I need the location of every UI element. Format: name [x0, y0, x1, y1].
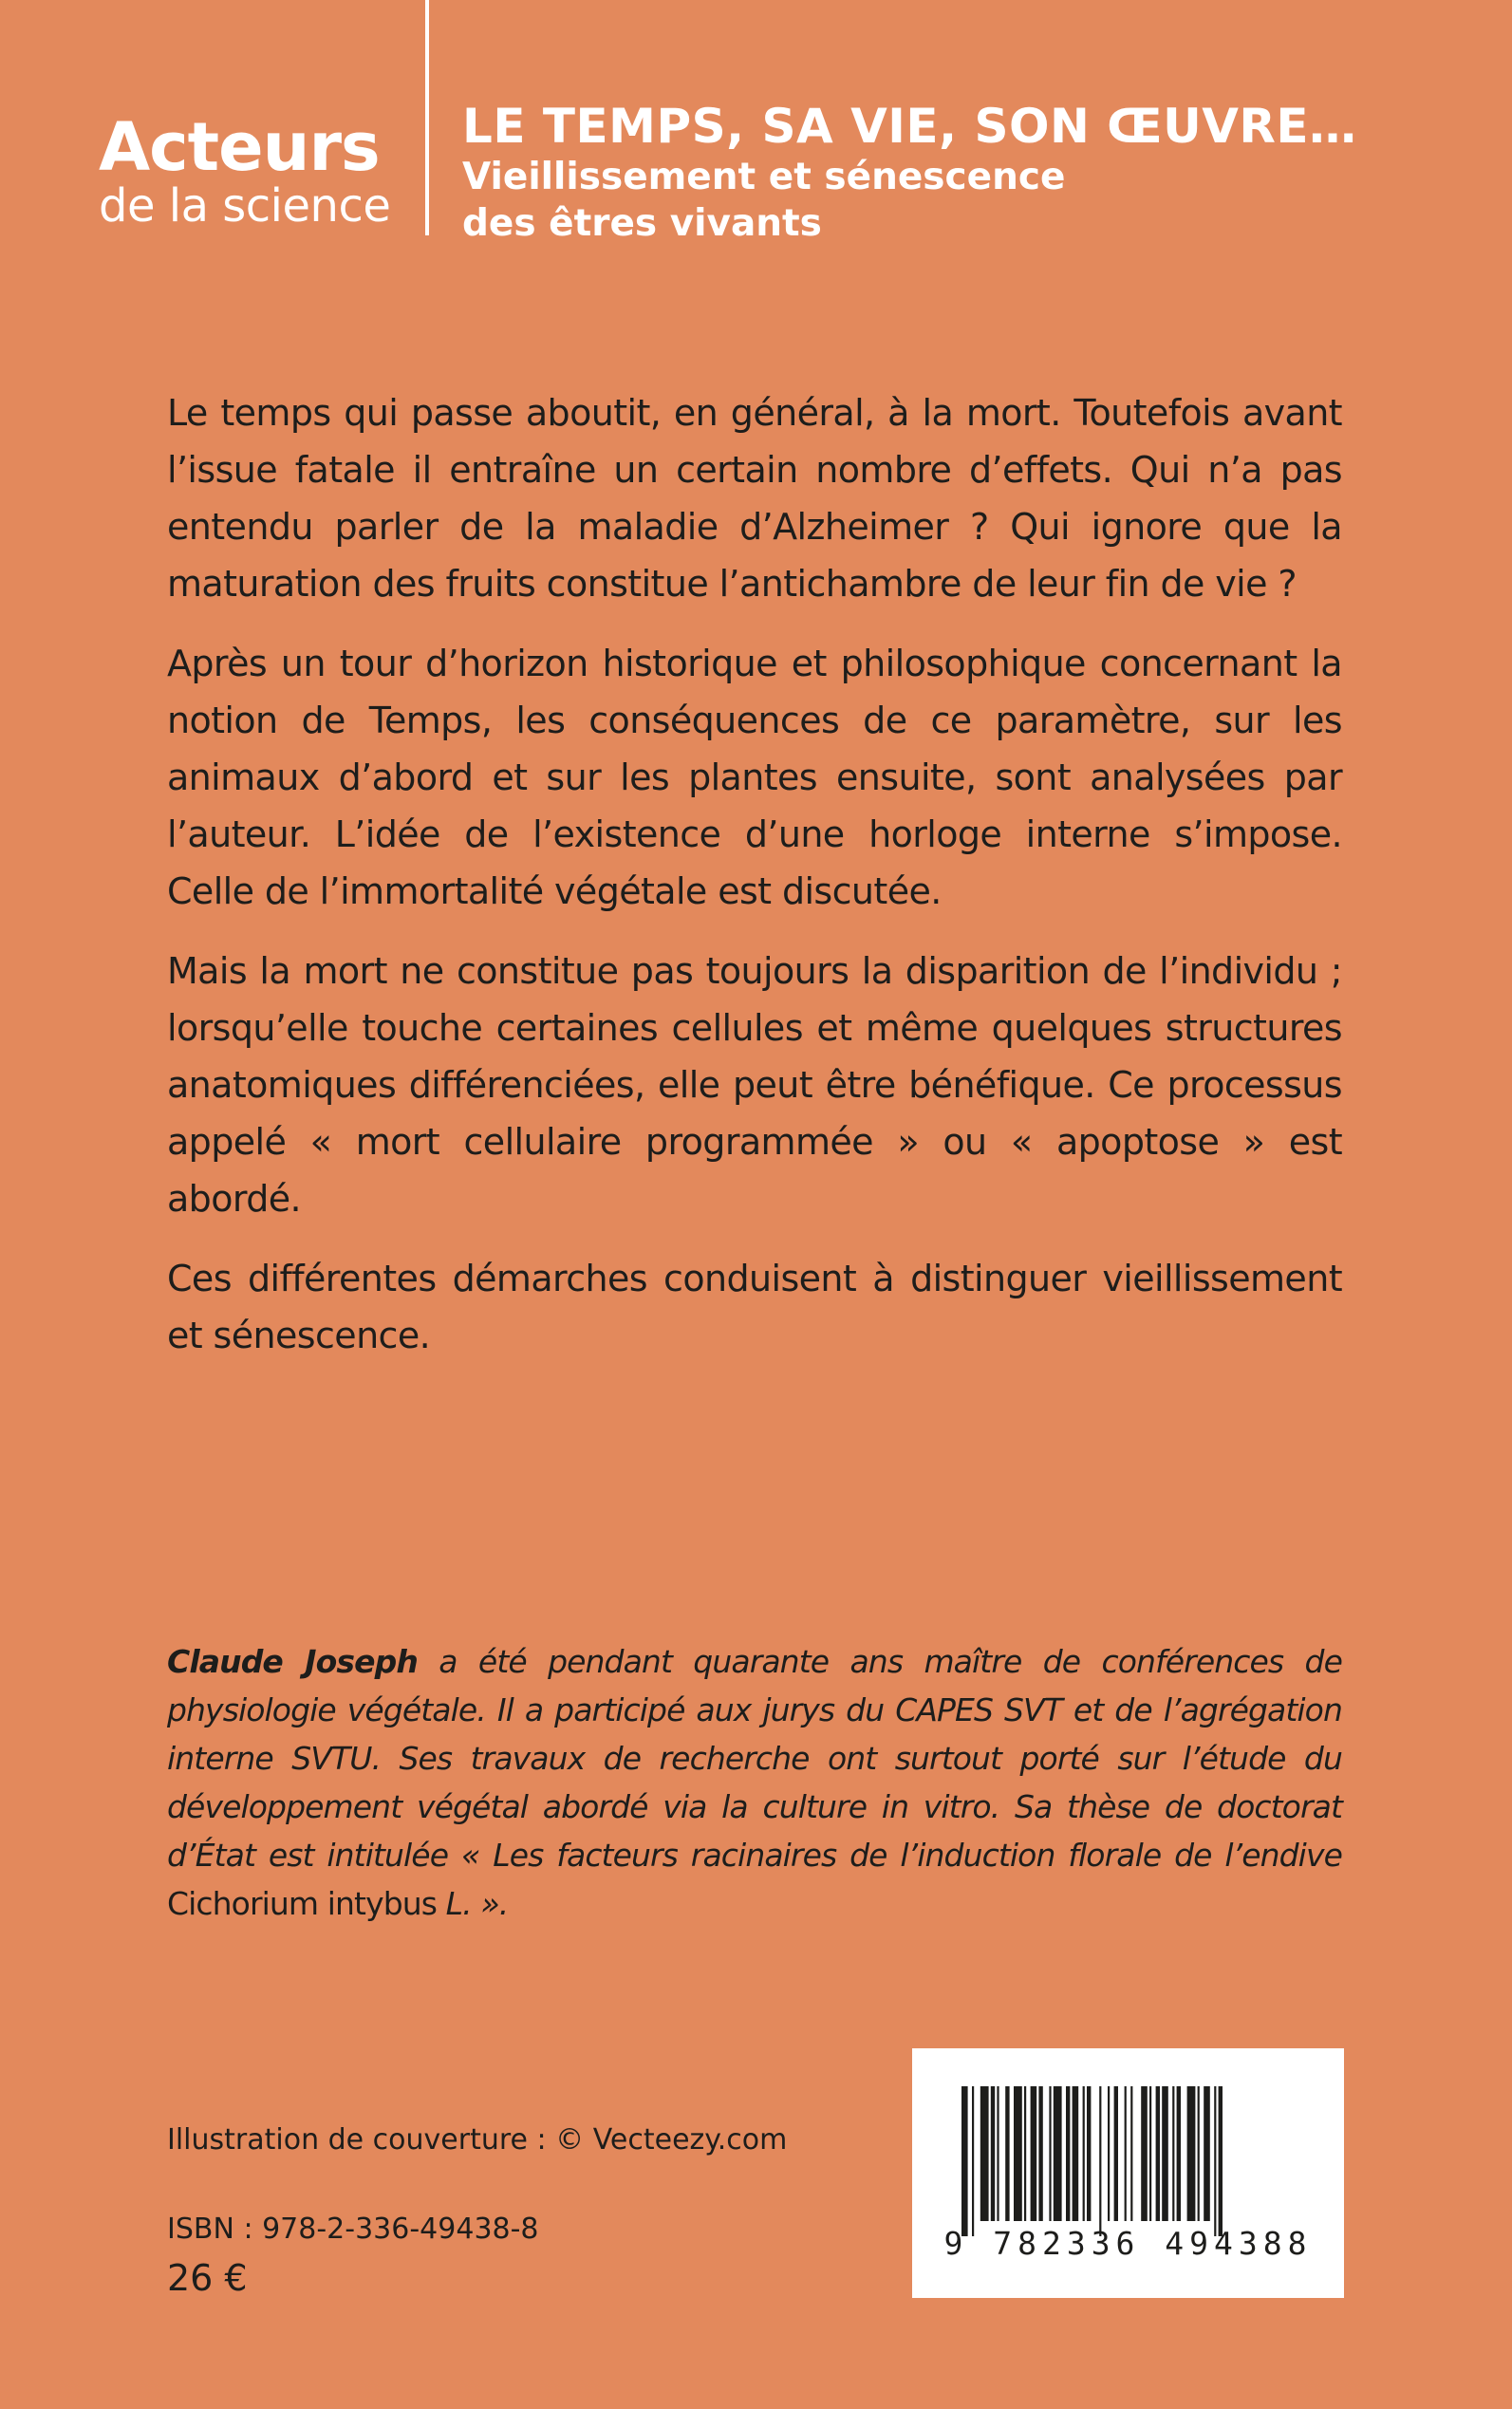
book-subtitle-line-2: des êtres vivants — [462, 202, 822, 245]
author-name: Claude Joseph — [167, 1643, 418, 1680]
price: 26 € — [167, 2257, 248, 2299]
barcode-bar — [1024, 2086, 1026, 2221]
barcode-bar — [1031, 2086, 1037, 2221]
barcode-bar — [1087, 2086, 1091, 2221]
summary-paragraph: Mais la mort ne constitue pas toujours la disparition de l’individu ; lorsqu’elle touche certaines cellules et même quelques structures anatomiques différenciées, elle peut être bénéfique. Ce processus appelé « mort cellulaire programmée » ou « apoptose » est abordé. — [167, 950, 1342, 1220]
bio-species: Cichorium intybus — [167, 1885, 438, 1922]
barcode — [912, 2048, 1344, 2298]
barcode-bar — [1049, 2086, 1051, 2221]
barcode-bar — [997, 2086, 999, 2221]
barcode-bar — [1130, 2086, 1132, 2221]
barcode-bar — [1149, 2086, 1151, 2221]
book-heading — [462, 99, 1357, 247]
barcode-bar — [1198, 2086, 1200, 2221]
barcode-bar — [1219, 2086, 1223, 2236]
barcode-bar — [1014, 2086, 1022, 2221]
barcode-bar — [1114, 2086, 1118, 2221]
summary-paragraph: Le temps qui passe aboutit, en général, à la mort. Toutefois avant l’issue fatale il entraîne un certain nombre d’effets. Qui n’a pas entendu parler de la maladie d’Alzheimer ? Qui ignore que la maturation des fruits constitue l’antichambre de leur fin de vie ? — [167, 392, 1342, 605]
series-tagline: de la science — [99, 179, 391, 233]
barcode-bar — [1204, 2086, 1210, 2221]
summary-paragraph: Après un tour d’horizon historique et philosophique concernant la notion de Temps, les conséquences de ce paramètre, sur les animaux d’abord et sur les plantes ensuite, sont analysées par l’auteur. L’idée de l’existence d’une horloge interne s’impose. Celle de l’immortalité végétale est discutée. — [167, 643, 1342, 912]
barcode-bar — [1162, 2086, 1168, 2221]
cover-credit: Illustration de couverture : © Vecteezy.com — [167, 2123, 788, 2157]
barcode-bar — [1187, 2086, 1196, 2221]
barcode-bar — [991, 2086, 995, 2221]
summary-paragraph: Ces différentes démarches conduisent à distinguer vieillissement et sénescence. — [167, 1258, 1342, 1356]
divider-line — [425, 0, 429, 235]
summary-text — [167, 384, 1342, 1387]
author-bio — [167, 1637, 1342, 1928]
barcode-bar — [1066, 2086, 1070, 2221]
barcode-bar — [1099, 2086, 1101, 2236]
isbn: ISBN : 978-2-336-49438-8 — [167, 2213, 539, 2246]
barcode-bar — [1073, 2086, 1079, 2221]
barcode-bar — [1083, 2086, 1085, 2221]
book-subtitle-line-1: Vieillissement et sénescence — [462, 156, 1066, 198]
barcode-bar — [1177, 2086, 1181, 2221]
barcode-bar — [1108, 2086, 1110, 2221]
barcode-bar — [1156, 2086, 1160, 2221]
barcode-bar — [1125, 2086, 1127, 2221]
barcode-digits: 9 782336 494388 — [943, 2225, 1313, 2262]
series-name: Acteurs — [99, 108, 380, 186]
barcode-bar — [1214, 2086, 1216, 2236]
series-logo — [99, 108, 391, 233]
barcode-bar — [980, 2086, 989, 2221]
bio-end: L. ». — [437, 1885, 509, 1922]
barcode-bar — [1172, 2086, 1174, 2221]
barcode-bar — [961, 2086, 968, 2236]
barcode-bar — [1054, 2086, 1062, 2221]
barcode-bar — [1141, 2086, 1148, 2221]
barcode-bar — [1005, 2086, 1009, 2221]
book-title: LE TEMPS, SA VIE, SON ŒUVRE… — [462, 99, 1357, 154]
bio-text: a été pendant quarante ans maître de conférences de physiologie végétale. Il a participé aux jurys du CAPES SVT et de l’agrégation interne SVTU. Ses travaux de recherche ont surtout porté sur l’étude du développement végétal abordé via la culture in vitro. Sa thèse de doctorat d’État est intitulée « Les facteurs racinaires de l’induction florale de l’endive — [167, 1643, 1342, 1874]
barcode-bar — [972, 2086, 974, 2236]
barcode-bar — [1038, 2086, 1042, 2221]
